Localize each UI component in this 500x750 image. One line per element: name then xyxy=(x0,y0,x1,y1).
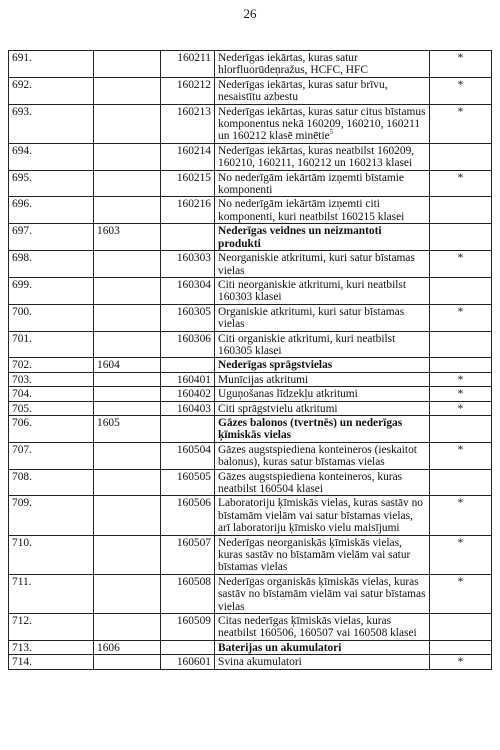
description-cell xyxy=(215,77,430,104)
waste-code-text: 160213 xyxy=(176,105,211,118)
row-number-cell xyxy=(9,170,94,197)
group-code-cell xyxy=(94,372,161,386)
description-text: Neorganiskie atkritumi, kuri satur bīstamas vielas xyxy=(218,252,415,277)
row-number-text: 701. xyxy=(12,332,32,345)
hazard-mark-cell xyxy=(430,143,492,170)
description-cell xyxy=(215,372,430,386)
hazard-mark-cell xyxy=(430,77,492,104)
group-code-cell xyxy=(94,331,161,358)
row-number-text: 702. xyxy=(12,359,32,372)
waste-code-cell xyxy=(161,496,215,535)
waste-code-text: 160504 xyxy=(176,443,211,456)
hazard-mark-text: * xyxy=(457,402,464,415)
table-row xyxy=(9,197,492,224)
row-number-cell xyxy=(9,304,94,331)
table-row xyxy=(9,574,492,613)
row-number-text: 711. xyxy=(12,575,32,588)
waste-code-cell xyxy=(161,170,215,197)
hazard-mark-text: * xyxy=(457,305,464,318)
waste-code-text: 160303 xyxy=(176,252,211,265)
description-text: Nederīgas iekārtas, kuras neatbilst 160209, 160210, 160211, 160212 un 160213 klasei xyxy=(218,144,415,170)
hazard-mark-text: * xyxy=(457,388,464,401)
description-cell xyxy=(215,614,430,641)
waste-code-text: 160214 xyxy=(176,144,211,157)
hazard-mark-cell xyxy=(430,442,492,469)
group-code-text: 1605 xyxy=(97,416,120,429)
hazard-mark-text: * xyxy=(457,373,464,386)
description-cell xyxy=(215,442,430,469)
row-number-text: 707. xyxy=(12,443,32,456)
waste-code-cell xyxy=(161,469,215,496)
row-number-cell xyxy=(9,535,94,574)
group-code-cell xyxy=(94,496,161,535)
row-number-text: 694. xyxy=(12,144,32,157)
hazard-mark-cell xyxy=(430,251,492,278)
waste-code-cell xyxy=(161,401,215,415)
hazard-mark-cell xyxy=(430,331,492,358)
group-header-row xyxy=(9,640,492,654)
waste-code-cell xyxy=(161,372,215,386)
description-cell xyxy=(215,415,430,442)
page-number: 26 xyxy=(243,6,257,21)
hazard-mark-cell xyxy=(430,614,492,641)
waste-code-text: 160306 xyxy=(176,332,211,345)
row-number-text: 695. xyxy=(12,171,32,184)
description-text: Svina akumulatori xyxy=(218,656,302,669)
hazard-mark-text: * xyxy=(457,52,464,64)
row-number-cell xyxy=(9,372,94,386)
waste-code-text: 160601 xyxy=(176,656,211,669)
description-cell xyxy=(215,304,430,331)
group-code-cell xyxy=(94,387,161,401)
description-text: Citi sprāgstvielu atkritumi xyxy=(218,402,338,415)
hazard-mark-cell xyxy=(430,51,492,78)
waste-code-cell xyxy=(161,277,215,304)
row-number-text: 710. xyxy=(12,536,32,549)
group-code-cell xyxy=(94,77,161,104)
row-number-text: 703. xyxy=(12,373,32,386)
description-text: Nederīgas iekārtas, kuras satur brīvu, nesaistītu azbestu xyxy=(218,78,388,104)
group-code-cell xyxy=(94,442,161,469)
group-code-cell xyxy=(94,655,161,669)
description-cell xyxy=(215,496,430,535)
description-cell xyxy=(215,655,430,669)
description-cell xyxy=(215,401,430,415)
group-code-cell xyxy=(94,574,161,613)
description-text: Uguņošanas līdzekļu atkritumi xyxy=(218,388,358,401)
row-number-cell xyxy=(9,401,94,415)
row-number-cell xyxy=(9,614,94,641)
waste-classification-table xyxy=(8,50,492,670)
hazard-mark-cell xyxy=(430,387,492,401)
waste-code-cell xyxy=(161,574,215,613)
description-cell xyxy=(215,535,430,574)
description-text: Citas nederīgas ķīmiskās vielas, kuras neatbilst 160506, 160507 vai 160508 klasei xyxy=(218,615,417,640)
waste-code-cell xyxy=(161,104,215,143)
description-text: Nederīgas iekārtas, kuras satur citus bīstamus komponentus nekā 160209, 160210, 160211 un 160212 klasē minētie xyxy=(218,105,426,143)
hazard-mark-text: * xyxy=(457,497,464,510)
waste-code-cell xyxy=(161,251,215,278)
group-code-cell xyxy=(94,51,161,78)
hazard-mark-text: * xyxy=(457,105,464,118)
waste-code-text: 160216 xyxy=(176,198,211,211)
waste-code-cell xyxy=(161,535,215,574)
hazard-mark-cell xyxy=(430,197,492,224)
waste-code-text: 160507 xyxy=(176,536,211,549)
table-row xyxy=(9,372,492,386)
group-code-cell xyxy=(94,401,161,415)
waste-code-text: 160402 xyxy=(176,388,211,401)
row-number-text: 692. xyxy=(12,78,32,91)
hazard-mark-text: * xyxy=(457,656,464,669)
row-number-text: 699. xyxy=(12,278,32,291)
row-number-cell xyxy=(9,224,94,251)
row-number-cell xyxy=(9,251,94,278)
hazard-mark-cell xyxy=(430,401,492,415)
row-number-cell xyxy=(9,469,94,496)
group-code-cell xyxy=(94,469,161,496)
waste-code-text: 160305 xyxy=(176,305,211,318)
waste-code-text: 160304 xyxy=(176,278,211,291)
hazard-mark-cell xyxy=(430,469,492,496)
table-row xyxy=(9,104,492,143)
row-number-cell xyxy=(9,331,94,358)
group-code-cell xyxy=(94,415,161,442)
group-code-cell xyxy=(94,304,161,331)
row-number-cell xyxy=(9,655,94,669)
hazard-mark-cell xyxy=(430,535,492,574)
row-number-cell xyxy=(9,442,94,469)
hazard-mark-cell xyxy=(430,372,492,386)
table-row xyxy=(9,535,492,574)
footnote-marker: 5 xyxy=(329,128,334,137)
group-code-cell xyxy=(94,170,161,197)
description-cell xyxy=(215,51,430,78)
table-row xyxy=(9,77,492,104)
description-cell xyxy=(215,331,430,358)
hazard-mark-cell xyxy=(430,358,492,372)
row-number-text: 714. xyxy=(12,656,32,669)
description-text: Nederīgas iekārtas, kuras satur hlorfluorūdeņražus, HCFC, HFC xyxy=(218,52,368,77)
hazard-mark-cell xyxy=(430,224,492,251)
description-cell xyxy=(215,143,430,170)
hazard-mark-text: * xyxy=(457,536,464,549)
table-row xyxy=(9,331,492,358)
row-number-text: 697. xyxy=(12,225,32,238)
waste-code-cell xyxy=(161,358,215,372)
table-row xyxy=(9,655,492,669)
waste-code-cell xyxy=(161,442,215,469)
waste-code-cell xyxy=(161,387,215,401)
table-row xyxy=(9,251,492,278)
row-number-text: 704. xyxy=(12,388,32,401)
description-text: No nederīgām iekārtām izņemti bīstamie komponenti xyxy=(218,171,404,197)
waste-code-cell xyxy=(161,77,215,104)
waste-code-cell xyxy=(161,197,215,224)
description-cell xyxy=(215,358,430,372)
group-header-row xyxy=(9,224,492,251)
waste-code-cell xyxy=(161,304,215,331)
description-cell xyxy=(215,104,430,143)
description-cell xyxy=(215,574,430,613)
hazard-mark-cell xyxy=(430,170,492,197)
row-number-text: 696. xyxy=(12,198,32,211)
table-row xyxy=(9,469,492,496)
row-number-text: 713. xyxy=(12,641,32,654)
table-row xyxy=(9,614,492,641)
table-row xyxy=(9,442,492,469)
waste-code-cell xyxy=(161,614,215,641)
hazard-mark-cell xyxy=(430,496,492,535)
description-text: Gāzes balonos (tvertnēs) un nederīgas ķīmiskās vielas xyxy=(218,416,403,442)
table-row xyxy=(9,496,492,535)
row-number-text: 706. xyxy=(12,416,32,429)
hazard-mark-cell xyxy=(430,104,492,143)
hazard-mark-cell xyxy=(430,640,492,654)
description-text: Munīcijas atkritumi xyxy=(218,373,309,386)
group-code-cell xyxy=(94,104,161,143)
row-number-cell xyxy=(9,104,94,143)
row-number-text: 691. xyxy=(12,52,32,64)
waste-code-cell xyxy=(161,224,215,251)
table-body xyxy=(9,51,492,670)
waste-code-text: 160403 xyxy=(176,402,211,415)
group-code-cell xyxy=(94,614,161,641)
description-cell xyxy=(215,170,430,197)
description-text: Gāzes augstspiediena konteineros (ieskaitot balonus), kuras satur bīstamas vielas xyxy=(218,443,417,469)
description-text: Laboratoriju ķīmiskās vielas, kuras sastāv no bīstamām vielām vai satur bīstamas vielas, arī laboratoriju ķīmisko vielu maisījumi xyxy=(218,497,423,535)
table-row xyxy=(9,143,492,170)
table-row xyxy=(9,170,492,197)
table-row xyxy=(9,304,492,331)
group-code-cell xyxy=(94,535,161,574)
hazard-mark-cell xyxy=(430,277,492,304)
description-text: Nederīgas sprāgstvielas xyxy=(218,359,333,372)
row-number-cell xyxy=(9,143,94,170)
description-cell xyxy=(215,277,430,304)
waste-code-text: 160212 xyxy=(176,78,211,91)
hazard-mark-cell xyxy=(430,304,492,331)
group-code-text: 1606 xyxy=(97,641,120,654)
row-number-cell xyxy=(9,415,94,442)
group-code-text: 1604 xyxy=(97,359,120,372)
waste-code-text: 160509 xyxy=(176,615,211,628)
group-code-cell xyxy=(94,358,161,372)
description-cell xyxy=(215,387,430,401)
row-number-cell xyxy=(9,358,94,372)
group-code-cell xyxy=(94,224,161,251)
group-code-cell xyxy=(94,251,161,278)
description-text: Nederīgas veidnes un neizmantoti produkti xyxy=(218,225,382,250)
waste-code-cell xyxy=(161,415,215,442)
group-code-cell xyxy=(94,640,161,654)
table-row xyxy=(9,277,492,304)
description-cell xyxy=(215,251,430,278)
hazard-mark-text: * xyxy=(457,443,464,456)
row-number-text: 712. xyxy=(12,615,32,628)
row-number-text: 693. xyxy=(12,105,32,118)
row-number-cell xyxy=(9,197,94,224)
description-cell xyxy=(215,469,430,496)
description-cell xyxy=(215,224,430,251)
waste-code-cell xyxy=(161,331,215,358)
group-code-text: 1603 xyxy=(97,225,120,238)
group-header-row xyxy=(9,415,492,442)
hazard-mark-cell xyxy=(430,655,492,669)
description-text: Citi neorganiskie atkritumi, kuri neatbilst 160303 klasei xyxy=(218,278,407,304)
group-header-row xyxy=(9,358,492,372)
hazard-mark-text: * xyxy=(457,78,464,91)
waste-code-cell xyxy=(161,51,215,78)
waste-code-text: 160211 xyxy=(177,52,211,64)
table-row xyxy=(9,387,492,401)
description-text: Gāzes augstspiediena konteineros, kuras neatbilst 160504 klasei xyxy=(218,470,403,495)
row-number-cell xyxy=(9,51,94,78)
description-text: Citi organiskie atkritumi, kuri neatbilst 160305 klasei xyxy=(218,332,396,357)
description-text: Organiskie atkritumi, kuri satur bīstamas vielas xyxy=(218,305,405,331)
waste-code-text: 160505 xyxy=(176,470,211,483)
hazard-mark-cell xyxy=(430,415,492,442)
waste-code-text: 160401 xyxy=(176,373,211,386)
group-code-cell xyxy=(94,197,161,224)
waste-code-text: 160506 xyxy=(176,497,211,510)
description-text: Nederīgas organiskās ķīmiskās vielas, kuras sastāv no bīstamām vielām vai satur bīstamas vielas xyxy=(218,575,426,613)
description-text: No nederīgām iekārtām izņemti citi komponenti, kuri neatbilst 160215 klasei xyxy=(218,198,405,223)
waste-code-cell xyxy=(161,143,215,170)
hazard-mark-text: * xyxy=(457,575,464,588)
row-number-text: 708. xyxy=(12,470,32,483)
group-code-cell xyxy=(94,277,161,304)
description-text: Nederīgas neorganiskās ķīmiskās vielas, kuras sastāv no bīstamām vielām vai satur bīstamas vielas xyxy=(218,536,411,574)
row-number-text: 698. xyxy=(12,252,32,265)
hazard-mark-text: * xyxy=(457,171,464,184)
row-number-cell xyxy=(9,574,94,613)
group-code-cell xyxy=(94,143,161,170)
waste-code-cell xyxy=(161,655,215,669)
table-row xyxy=(9,401,492,415)
waste-code-text: 160508 xyxy=(176,575,211,588)
hazard-mark-cell xyxy=(430,574,492,613)
row-number-text: 709. xyxy=(12,497,32,510)
row-number-cell xyxy=(9,77,94,104)
waste-code-cell xyxy=(161,640,215,654)
row-number-cell xyxy=(9,640,94,654)
row-number-text: 700. xyxy=(12,305,32,318)
description-cell xyxy=(215,640,430,654)
description-text: Baterijas un akumulatori xyxy=(218,641,342,654)
row-number-cell xyxy=(9,277,94,304)
row-number-cell xyxy=(9,496,94,535)
row-number-cell xyxy=(9,387,94,401)
row-number-text: 705. xyxy=(12,402,32,415)
table-row xyxy=(9,51,492,78)
waste-code-text: 160215 xyxy=(176,171,211,184)
hazard-mark-text: * xyxy=(457,252,464,265)
description-cell xyxy=(215,197,430,224)
